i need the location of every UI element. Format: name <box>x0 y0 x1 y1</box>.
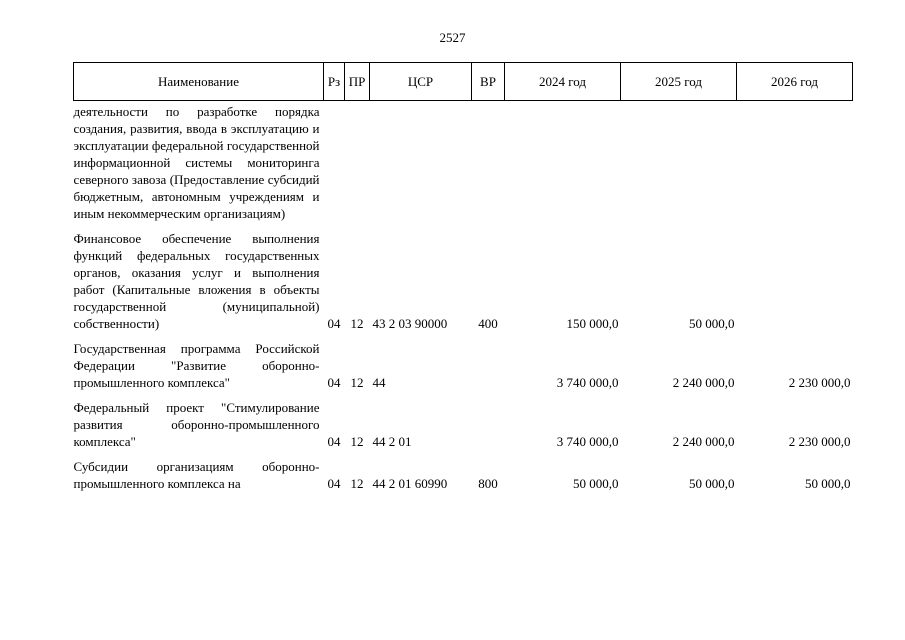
row-2026: 2 230 000,0 <box>788 375 851 390</box>
row-vr <box>472 399 505 458</box>
row-rz: 04 <box>327 316 341 331</box>
row-2024 <box>505 101 621 231</box>
row-vr <box>472 101 505 231</box>
row-2026: 50 000,0 <box>805 476 851 491</box>
row-pr: 12 <box>350 316 364 331</box>
header-2024: 2024 год <box>505 63 621 101</box>
row-csr: 44 <box>372 375 386 390</box>
row-2025 <box>621 101 737 231</box>
row-csr: 44 2 01 60990 <box>372 476 448 491</box>
row-pr: 12 <box>350 375 364 390</box>
table-row <box>74 230 853 340</box>
row-csr <box>370 101 472 231</box>
header-name: Наименование <box>74 63 324 101</box>
row-pr: 12 <box>350 434 364 449</box>
row-csr: 44 2 01 <box>372 434 412 449</box>
table-header-row <box>74 63 853 101</box>
table-row <box>74 101 853 231</box>
row-vr: 800 <box>478 476 498 491</box>
header-vr: ВР <box>472 63 505 101</box>
row-2025: 2 240 000,0 <box>672 434 735 449</box>
row-vr: 400 <box>478 316 498 331</box>
row-rz: 04 <box>327 375 341 390</box>
row-name: Государственная программа Российской Федерации "Развитие оборонно-промышленного комплекса" <box>73 341 320 390</box>
row-2024: 150 000,0 <box>566 316 619 331</box>
table-row <box>74 399 853 458</box>
row-2024: 3 740 000,0 <box>556 434 619 449</box>
row-2024: 50 000,0 <box>573 476 619 491</box>
row-2026 <box>737 101 853 231</box>
row-vr <box>472 340 505 399</box>
row-csr: 43 2 03 90000 <box>372 316 448 331</box>
row-2026 <box>737 230 853 340</box>
row-name: деятельности по разработке порядка создания, развития, ввода в эксплуатацию и эксплуатации федеральной государственной информационной системы мониторинга северного завоза (Предоставление субсидий бюджетным, автономным учреждениям и иным некоммерческим организациям) <box>73 104 320 221</box>
row-2025: 2 240 000,0 <box>672 375 735 390</box>
row-rz <box>324 101 345 231</box>
row-pr <box>345 101 370 231</box>
row-2024: 3 740 000,0 <box>556 375 619 390</box>
row-pr: 12 <box>350 476 364 491</box>
row-2025: 50 000,0 <box>689 476 735 491</box>
row-name: Субсидии организациям оборонно-промышленного комплекса на <box>73 459 320 491</box>
budget-table <box>73 62 853 500</box>
header-rz: Рз <box>324 63 345 101</box>
table-row <box>74 458 853 500</box>
row-name: Финансовое обеспечение выполнения функций федеральных государственных органов, оказания услуг и выполнения работ (Капитальные вложения в объекты государственной (муниципальной) собственности) <box>73 231 320 331</box>
header-2025: 2025 год <box>621 63 737 101</box>
table-row <box>74 340 853 399</box>
row-rz: 04 <box>327 476 341 491</box>
row-2026: 2 230 000,0 <box>788 434 851 449</box>
row-name: Федеральный проект "Стимулирование развития оборонно-промышленного комплекса" <box>73 400 320 449</box>
header-csr: ЦСР <box>370 63 472 101</box>
row-2025: 50 000,0 <box>689 316 735 331</box>
page-number: 2527 <box>439 30 466 45</box>
header-2026: 2026 год <box>737 63 853 101</box>
row-rz: 04 <box>327 434 341 449</box>
header-pr: ПР <box>345 63 370 101</box>
